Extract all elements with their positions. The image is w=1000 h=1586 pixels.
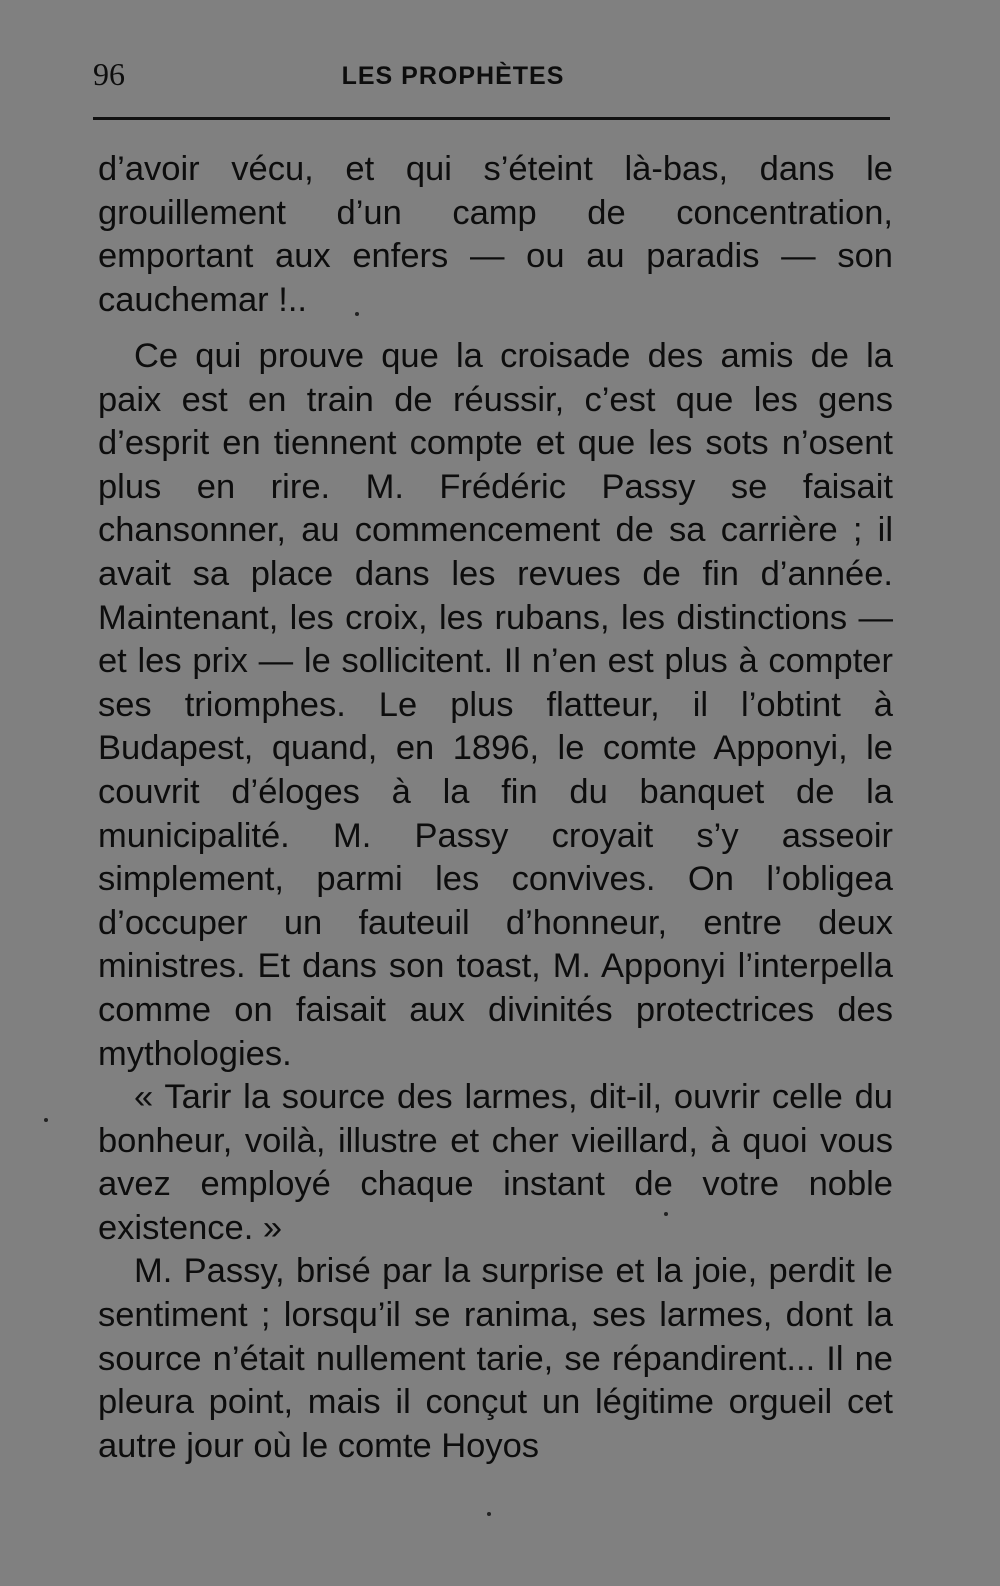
header-divider [93, 117, 890, 120]
page-header [93, 52, 893, 96]
print-speck [355, 312, 359, 316]
print-speck [487, 1512, 491, 1516]
main-text-block [98, 335, 893, 1468]
paragraph-passy-tears: M. Passy, brisé par la surprise et la joie, perdit le sentiment ; lorsqu’il se ranima, ses larmes, dont la source n’était nullement tarie, se répandirent... Il ne pleura point, mais il conçut un légitime orgueil cet autre jour où le comte Hoyos [98, 1252, 893, 1465]
paragraph-apponyi-quote: « Tarir la source des larmes, dit-il, ouvrir celle du bonheur, voilà, illustre et cher vieillard, à quoi vous avez employé chaque instant de votre noble existence. » [98, 1078, 893, 1247]
continued-paragraph-block [98, 148, 893, 322]
running-title: LES PROPHÈTES [341, 62, 565, 90]
print-speck [44, 1118, 48, 1122]
page-number: 96 [93, 56, 125, 92]
continued-paragraph: d’avoir vécu, et qui s’éteint là-bas, dans le grouillement d’un camp de concentration, emportant aux enfers — ou au paradis — son cauchemar !.. [98, 150, 893, 319]
print-speck [664, 1212, 668, 1216]
paragraph-passy-praise: Ce qui prouve que la croisade des amis de la paix est en train de réussir, c’est que les gens d’esprit en tiennent compte et que les sots n’osent plus en rire. M. Frédéric Passy se faisait chansonner, au commencement de sa carrière ; il avait sa place dans les revues de fin d’année. Maintenant, les croix, les rubans, les distinctions — et les prix — le sollicitent. Il n’en est plus à compter ses triomphes. Le plus flatteur, il l’obtint à Budapest, quand, en 1896, le comte Apponyi, le couvrit d’éloges à la fin du banquet de la municipalité. M. Passy croyait s’y asseoir simplement, parmi les convives. On l’obligea d’occuper un fauteuil d’honneur, entre deux ministres. Et dans son toast, M. Apponyi l’interpella comme on faisait aux divinités protectrices des mythologies. [98, 337, 893, 1073]
